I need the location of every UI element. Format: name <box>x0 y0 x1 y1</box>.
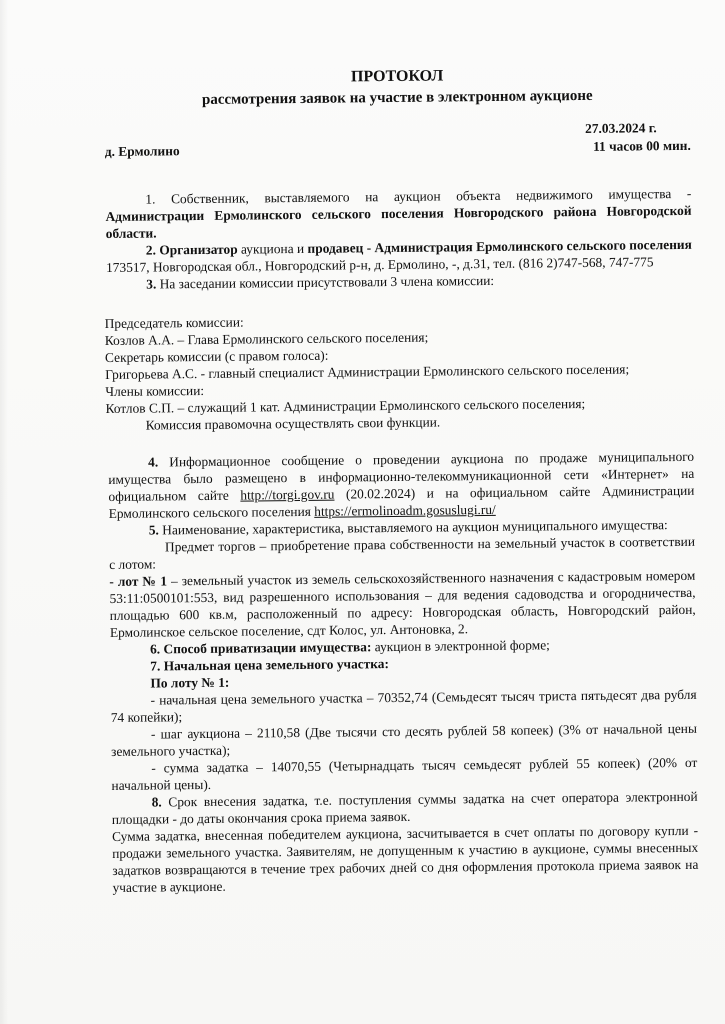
section-6-num: 6. <box>149 641 161 657</box>
section-2 <box>106 236 692 276</box>
scan-shadow <box>0 0 8 1024</box>
secretary-label: Секретарь комиссии (с правом голоса): <box>104 347 329 366</box>
section-3-text: На заседании комиссии присутствовали 3 члена комиссии: <box>159 272 495 292</box>
lot-1-text: – земельный участок из земель сельскохозяйственного назначения с кадастровым номером 53:11:0500101:553, вид разрешенного использования – для ведения садоводства и огородничества, площадью 600 кв.м, расположенный по адресу: Новгородская область, Новгородский район, Ермолинское сельское поселение, сдт Колос, ул. Антоновка, 2. <box>109 567 696 640</box>
torgi-link[interactable]: http://torgi.gov.ru <box>240 486 335 503</box>
commission-block <box>105 309 694 434</box>
section-8-text: Срок внесения задатка, т.е. поступления суммы задатка на счет оператора электронной площадки - до даты окончания срока приема заявок. <box>111 788 698 827</box>
doc-place: д. Ермолино <box>104 143 180 159</box>
deposit-amount: - сумма задатка – 14070,55 (Четырнадцать тысяч семьдесят рублей 55 копеек) (20% от начальной цены). <box>111 754 698 793</box>
chair-label: Председатель комиссии: <box>104 314 244 332</box>
chair-name: Козлов А.А. – Глава Ермолинского сельского поселения; <box>104 329 429 349</box>
section-7-num: 7. <box>150 658 161 674</box>
doc-time: 11 часов 00 мин. <box>592 137 691 154</box>
ermolino-link[interactable]: https://ermolinoadm.gosuslugi.ru/ <box>314 501 496 519</box>
section-2-num: 2. <box>145 242 157 258</box>
section-1-text: Собственник, выставляемого на аукцион объекта недвижимого имущества - <box>170 185 692 207</box>
section-2-organizer: Организатор <box>159 241 238 258</box>
section-1 <box>105 185 692 242</box>
section-4-text2: (20.02.2024) и на официальном сайте Администрации Ермолинского сельского поселения <box>108 482 695 521</box>
section-2-mid: аукциона и <box>240 240 305 257</box>
section-6-label: Способ приватизации имущества: <box>163 639 372 657</box>
section-1-num: 1. <box>145 191 156 207</box>
section-1-owner: Администрации Ермолинского сельского поселения Новгородского района Новгородской области. <box>105 202 692 241</box>
section-7-label: Начальная цена земельного участка: <box>163 656 389 674</box>
lot-1 <box>109 567 696 641</box>
section-8-num: 8. <box>151 794 162 810</box>
doc-date: 27.03.2024 г. <box>585 120 657 136</box>
secretary-name: Григорьева А.С. - главный специалист Администрации Ермолинского сельского поселения; <box>105 361 630 383</box>
section-5-text: Наименование, характеристика, выставляемого на аукцион муниципального имущества: <box>162 517 668 538</box>
section-5-num: 5. <box>148 522 159 538</box>
doc-subtitle: рассмотрения заявок на участие в электронном аукционе <box>201 87 593 108</box>
doc-title: ПРОТОКОЛ <box>350 67 444 86</box>
section-7-lot: По лоту № 1: <box>150 674 230 691</box>
auction-step: - шаг аукциона – 2110,58 (Две тысячи сто десять рублей 58 копеек) (3% от начальной цены земельного участка); <box>111 720 698 759</box>
commission-competent: Комиссия правомочна осуществлять свои функции. <box>145 414 441 433</box>
lot-1-label: - лот № 1 <box>109 573 168 589</box>
section-4 <box>108 448 695 522</box>
section-2-address: 173517, Новгородская обл., Новгородский р-н, д. Ермолино, -, д.31, тел. (816 2)747-568, 747-775 <box>105 254 654 275</box>
members-label: Члены комиссии: <box>105 382 205 400</box>
document-body <box>104 64 699 896</box>
date-place-block <box>105 119 691 165</box>
section-4-num: 4. <box>148 454 159 470</box>
section-6-text: аукцион в электронной форме; <box>374 637 550 655</box>
section-3-num: 3. <box>146 276 157 292</box>
section-8-text2: Сумма задатка, внесенная победителем аукциона, засчитывается в счет оплаты по договору купли - продажи земельного участка. Заявителям, не допущенным к участию в аукционе, суммы внесенных задатков возвращаются в течение трех рабочих дней со дня оформления протокола приема заявок на участие в аукционе. <box>111 822 699 895</box>
member-name: Котлов С.П. – служащий 1 кат. Администрации Ермолинского сельского поселения; <box>105 395 586 417</box>
section-4-text1: Информационное сообщение о проведении аукциона по продаже муниципального имущества было размещено в информационно-телекоммуникационной сети «Интернет» на официальном сайте <box>108 448 695 504</box>
section-2-seller: продавец - Администрация Ермолинского сельского поселения <box>307 236 692 256</box>
start-price: - начальная цена земельного участка – 70352,74 (Семьдесят тысяч триста пятьдесят два рубля 74 копейки); <box>110 686 697 725</box>
section-5-subject: Предмет торгов – приобретение права собственности на земельный участок в соответствии с лотом: <box>109 533 696 572</box>
